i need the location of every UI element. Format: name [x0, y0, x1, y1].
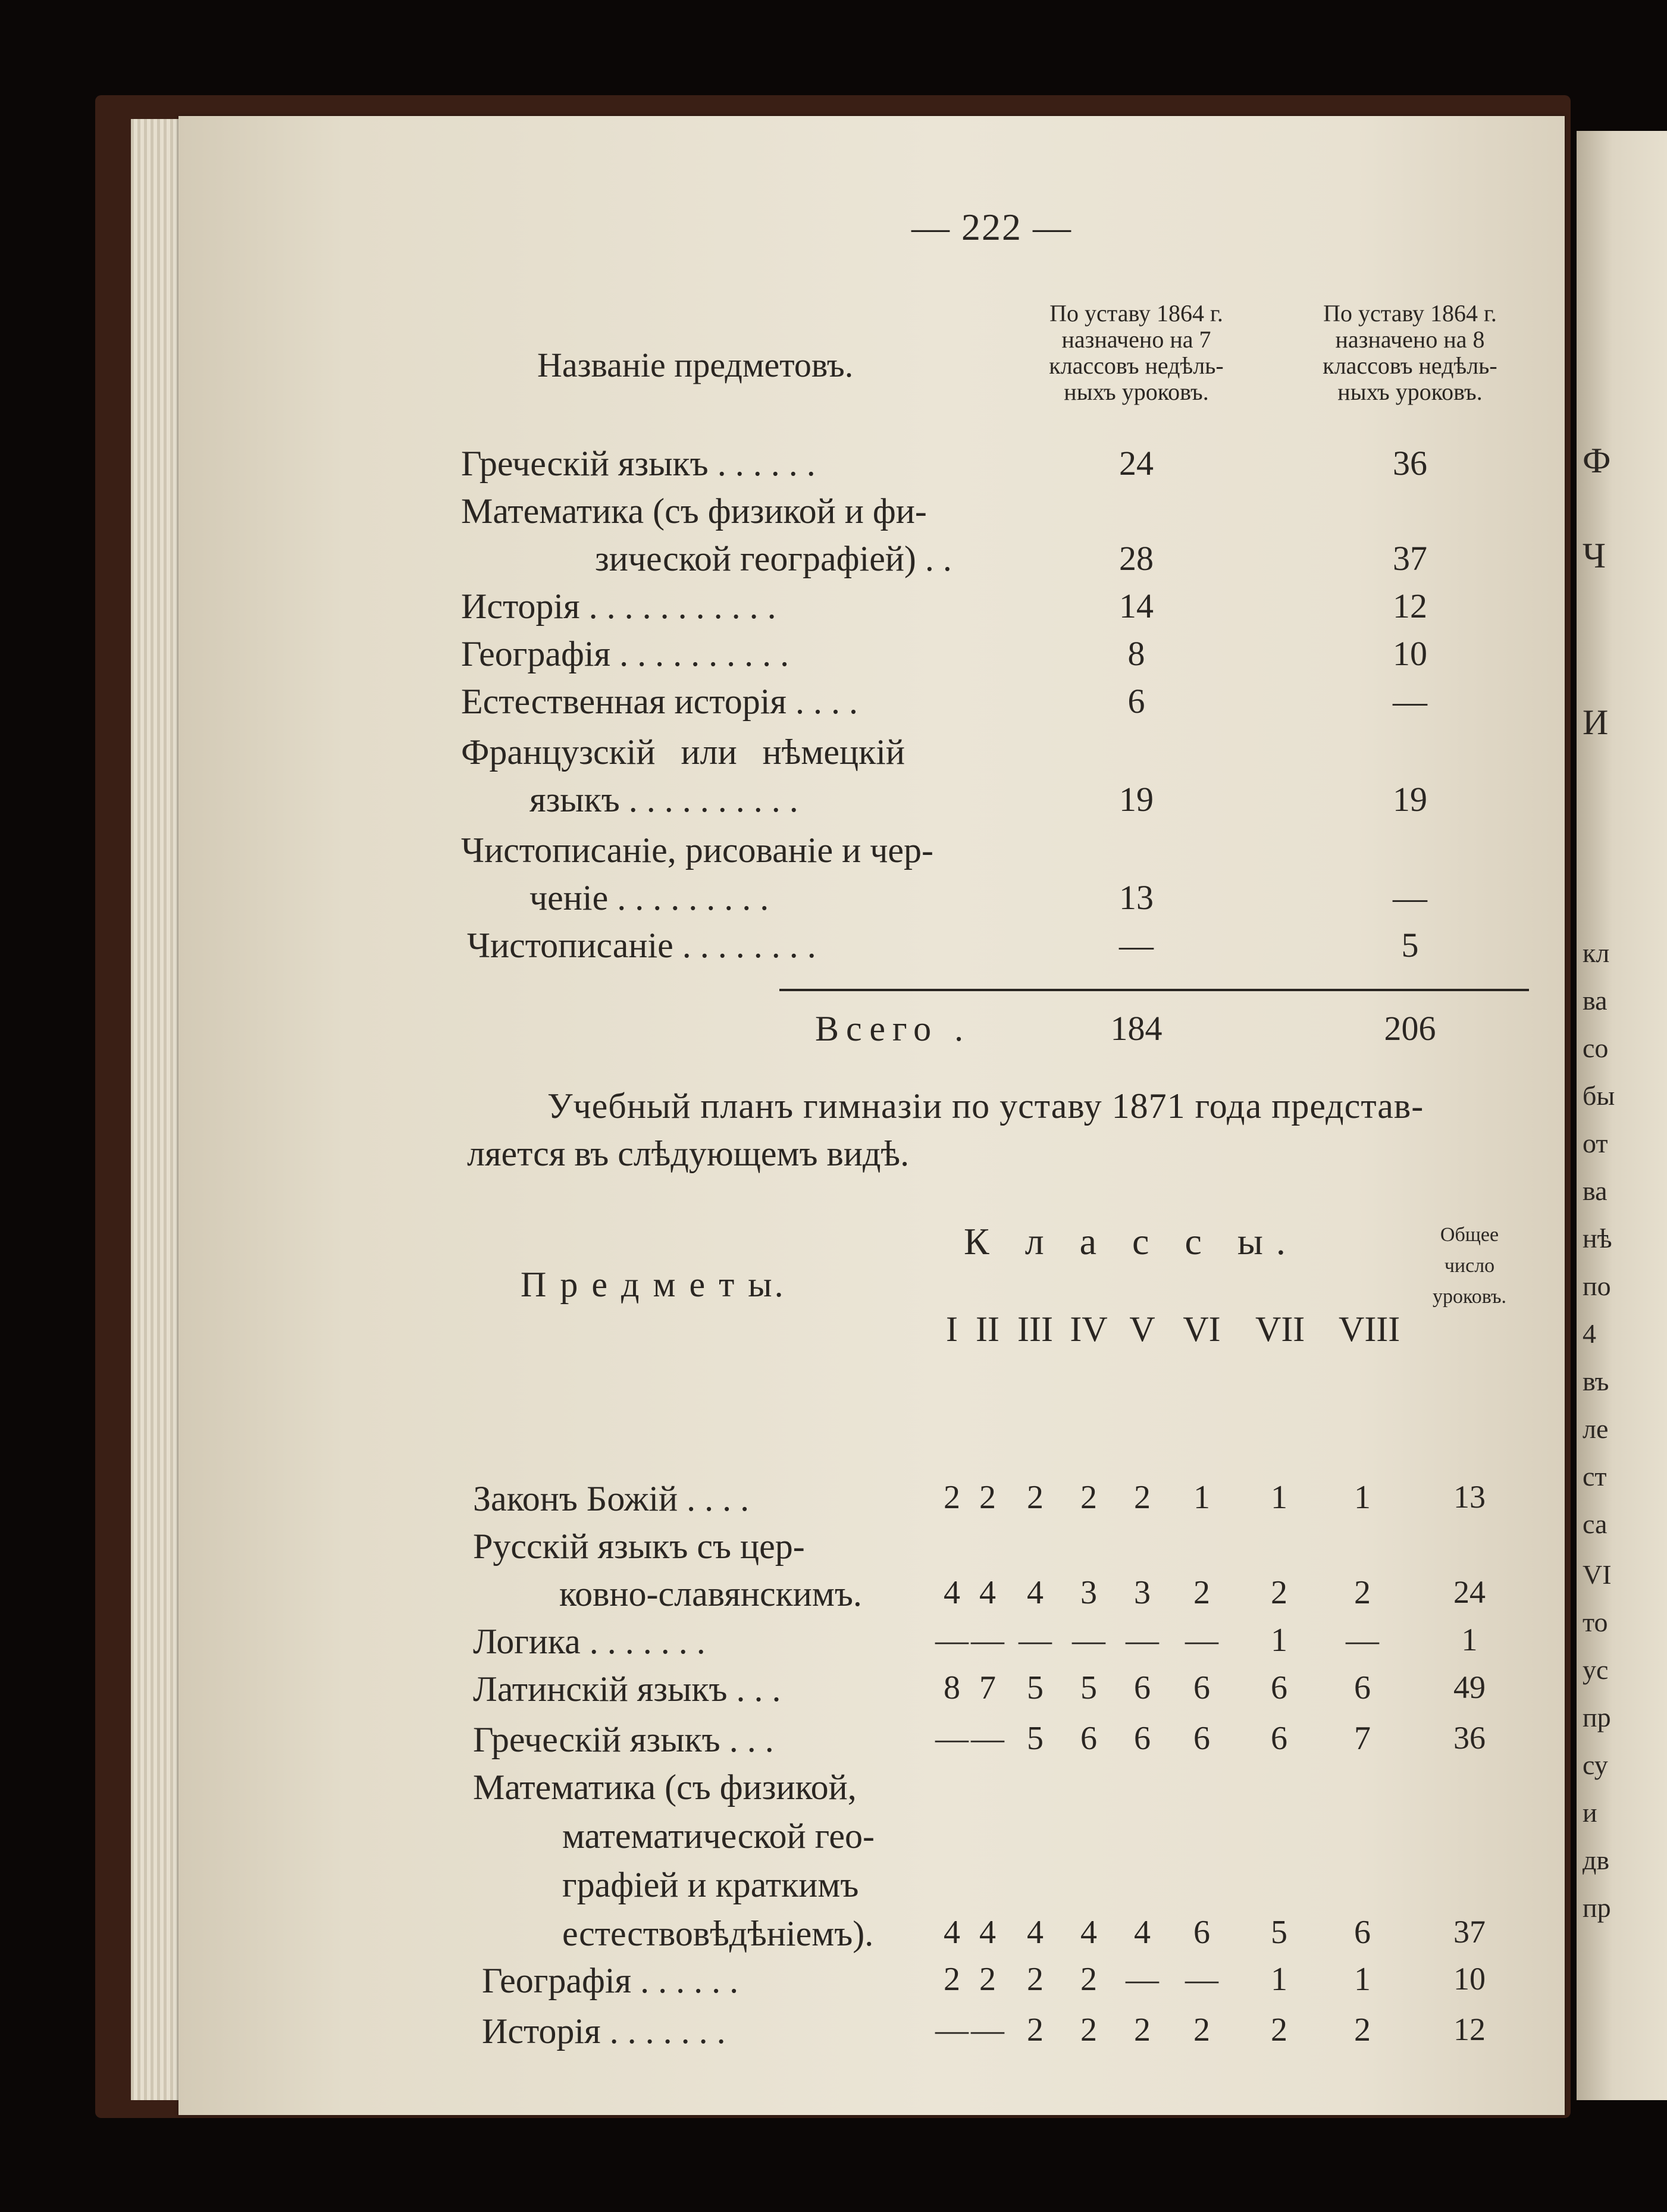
table2-cell: 2 [1193, 1574, 1210, 1611]
table2-row-label: Законъ Божій . . . . [473, 1479, 750, 1518]
table1-value: — [1393, 878, 1427, 917]
table2-cell: 6 [1193, 1669, 1210, 1706]
table2-cell: 2 [944, 1479, 960, 1516]
next-page-fragment: то [1583, 1607, 1608, 1637]
next-page-fragment: И [1583, 703, 1609, 742]
table2-cell: — [1072, 1622, 1105, 1659]
next-page-fragment: ле [1583, 1414, 1609, 1444]
table2-cell: 4 [944, 1574, 960, 1611]
table2-cell: — [1019, 1622, 1052, 1659]
table2-cell: — [1126, 1961, 1159, 1998]
table1-value: 6 [1127, 682, 1145, 720]
next-page-edge [1577, 131, 1667, 2100]
table2-cell: 1 [1354, 1479, 1371, 1516]
table2-cell: 2 [1027, 1961, 1044, 1998]
table1-rule [779, 989, 1529, 991]
table1-row-label: Чистописаніе, рисованіе и чер- [461, 831, 934, 870]
table2-cell: 1 [1271, 1961, 1287, 1998]
class-label: V [1129, 1309, 1155, 1349]
table2-cell: — [971, 1622, 1004, 1659]
next-page-fragment: пр [1583, 1893, 1611, 1923]
table1-value: 8 [1127, 634, 1145, 673]
table1-row-label: Естественная исторія . . . . [461, 682, 858, 721]
table2-cell: 1 [1193, 1479, 1210, 1516]
table2-cell: — [935, 1720, 969, 1757]
table1-value: 14 [1119, 587, 1154, 625]
table2-cell: 3 [1134, 1574, 1151, 1611]
table1-total-value: 206 [1384, 1009, 1436, 1048]
table2-total-cell: 37 [1453, 1914, 1486, 1950]
class-label: III [1017, 1309, 1053, 1349]
table2-cell: 2 [1271, 2012, 1287, 2048]
table2-row-label: Греческій языкъ . . . [473, 1720, 774, 1759]
next-page-fragment: 4 [1583, 1318, 1596, 1349]
table1-value: 19 [1119, 780, 1154, 819]
table2-row-label: ковно-славянскимъ. [559, 1574, 862, 1613]
class-label: VII [1255, 1309, 1305, 1349]
table2-total-cell: 49 [1453, 1669, 1486, 1705]
table2-row-label: Латинскій языкъ . . . [473, 1669, 781, 1709]
paragraph-line: ляется въ слѣдующемъ видѣ. [467, 1134, 910, 1173]
table2-cell: 7 [1354, 1720, 1371, 1757]
next-page-fragment: VI [1583, 1559, 1612, 1590]
table2-cell: 6 [1271, 1720, 1287, 1757]
table1-value: 12 [1393, 587, 1427, 625]
table2-cell: 1 [1271, 1479, 1287, 1516]
class-label: VIII [1339, 1309, 1400, 1349]
page-number: — 222 — [911, 206, 1072, 248]
table2-total-cell: 13 [1453, 1479, 1486, 1515]
table1-value: 24 [1119, 444, 1154, 482]
table2-cell: — [935, 2012, 969, 2048]
table2-cell: 2 [1134, 2012, 1151, 2048]
table2-subject-header: П р е д м е т ы. [521, 1265, 786, 1304]
table2-cell: 2 [944, 1961, 960, 1998]
table1-row-label: Исторія . . . . . . . . . . . [461, 587, 776, 626]
next-page-fragment: пр [1583, 1702, 1611, 1732]
table2-cell: — [1346, 1622, 1379, 1659]
table2-cell: 2 [1027, 1479, 1044, 1516]
class-label: I [946, 1309, 958, 1349]
table2-row-label: графіей и краткимъ [562, 1865, 859, 1904]
table1-value: 19 [1393, 780, 1427, 819]
table1-subject-header: Названіе предметовъ. [537, 346, 854, 384]
next-page-fragment: по [1583, 1271, 1611, 1301]
next-page-fragment: су [1583, 1750, 1608, 1780]
book-page [178, 116, 1565, 2115]
table1-col1-header: По уставу 1864 г. назначено на 7 классовъ недѣль- ныхъ уроковъ. [1049, 300, 1224, 405]
table2-cell: 2 [1080, 1961, 1097, 1998]
table2-cell: 2 [979, 1961, 996, 1998]
next-page-fragment: ст [1583, 1461, 1607, 1492]
table2-cell: 6 [1193, 1720, 1210, 1757]
table2-total-cell: 1 [1461, 1622, 1478, 1658]
table2-cell: 4 [1134, 1914, 1151, 1951]
class-label: IV [1070, 1309, 1108, 1349]
table2-cell: 2 [979, 1479, 996, 1516]
class-label: VI [1183, 1309, 1221, 1349]
paragraph-line: Учебный планъ гимназіи по уставу 1871 года представ- [547, 1086, 1424, 1126]
table2-row-label: Исторія . . . . . . . [482, 2012, 726, 2051]
table1-row-label: Греческій языкъ . . . . . . [461, 444, 816, 483]
table1-row-label: зической географіей) . . [595, 539, 952, 578]
table2-cell: 2 [1271, 1574, 1287, 1611]
next-page-fragment: со [1583, 1033, 1609, 1063]
table2-cell: 5 [1271, 1914, 1287, 1951]
table1-value: 10 [1393, 634, 1427, 673]
table2-cell: 2 [1080, 1479, 1097, 1516]
table2-cell: 6 [1193, 1914, 1210, 1951]
table2-cell: 5 [1027, 1669, 1044, 1706]
table1-row-label: языкъ . . . . . . . . . . [529, 780, 798, 819]
table2-row-label: естествовѣдѣніемъ). [562, 1914, 874, 1953]
table2-cell: 2 [1080, 2012, 1097, 2048]
table1-row-label: Французскій или нѣмецкій [461, 732, 905, 772]
table1-row-label: Чистописаніе . . . . . . . . [467, 926, 816, 965]
table2-cell: 4 [944, 1914, 960, 1951]
table1-row-label: Математика (съ физикой и фи- [461, 491, 927, 531]
table2-total-cell: 10 [1453, 1961, 1486, 1997]
next-page-fragment: от [1583, 1128, 1608, 1158]
next-page-fragment: кл [1583, 938, 1610, 968]
table2-cell: 6 [1080, 1720, 1097, 1757]
table2-total-header: Общее число уроковъ. [1432, 1224, 1507, 1308]
table2-classes-header: К л а с с ы. [964, 1220, 1299, 1262]
table2-cell: 4 [979, 1574, 996, 1611]
table2-cell: — [1185, 1622, 1218, 1659]
table2-cell: 4 [1027, 1914, 1044, 1951]
next-page-fragment: Ч [1583, 536, 1606, 575]
table1-value: 37 [1393, 539, 1427, 578]
table2-cell: 5 [1027, 1720, 1044, 1757]
next-page-fragment: Ф [1583, 441, 1611, 480]
table1-value: — [1393, 682, 1427, 720]
table2-cell: 3 [1080, 1574, 1097, 1611]
table2-row-label: Математика (съ физикой, [473, 1768, 857, 1807]
table2-cell: — [1185, 1961, 1218, 1998]
table2-cell: 4 [1080, 1914, 1097, 1951]
table2-cell: 2 [1027, 2012, 1044, 2048]
table1-value: — [1119, 926, 1154, 964]
next-page-fragment: нѣ [1583, 1223, 1612, 1254]
table1-row-label: Географія . . . . . . . . . . [461, 634, 789, 673]
next-page-fragment: са [1583, 1509, 1608, 1539]
table2-row-label: Логика . . . . . . . [473, 1622, 706, 1661]
table2-cell: — [971, 2012, 1004, 2048]
next-page-fragment: въ [1583, 1366, 1609, 1396]
table1-row-label: ченіе . . . . . . . . . [529, 878, 769, 917]
next-page-fragment: ус [1583, 1655, 1609, 1685]
next-page-fragment: бы [1583, 1080, 1615, 1111]
table1-value: 36 [1393, 444, 1427, 482]
table2-total-cell: 36 [1453, 1720, 1486, 1756]
table2-total-cell: 24 [1453, 1574, 1486, 1610]
table1-value: 28 [1119, 539, 1154, 578]
table2-cell: — [1126, 1622, 1159, 1659]
table2-cell: 6 [1134, 1720, 1151, 1757]
table2-cell: 2 [1354, 2012, 1371, 2048]
table2-cell: 2 [1354, 1574, 1371, 1611]
table1-value: 13 [1119, 878, 1154, 917]
table2-cell: 7 [979, 1669, 996, 1706]
table2-cell: 1 [1354, 1961, 1371, 1998]
table2-cell: — [971, 1720, 1004, 1757]
table2-cell: 6 [1134, 1669, 1151, 1706]
table2-cell: 2 [1193, 2012, 1210, 2048]
table1-total-label: Всего . [815, 1009, 971, 1048]
table2-cell: 6 [1354, 1914, 1371, 1951]
table2-cell: 8 [944, 1669, 960, 1706]
table2-cell: 2 [1134, 1479, 1151, 1516]
table2-cell: 6 [1271, 1669, 1287, 1706]
table1-col2-header: По уставу 1864 г. назначено на 8 классовъ недѣль- ныхъ уроковъ. [1323, 300, 1497, 405]
table2-cell: 5 [1080, 1669, 1097, 1706]
table2-cell: 4 [1027, 1574, 1044, 1611]
table2-total-cell: 12 [1453, 2012, 1486, 2047]
class-label: II [976, 1309, 999, 1349]
table2-cell: 4 [979, 1914, 996, 1951]
next-page-fragment: ва [1583, 1176, 1608, 1206]
table2-cell: 1 [1271, 1622, 1287, 1659]
table2-row-label: математической гео- [562, 1816, 875, 1856]
next-page-fragment: ва [1583, 985, 1608, 1016]
table1-value: 5 [1401, 926, 1419, 964]
next-page-fragment: и [1583, 1797, 1597, 1828]
next-page-fragment: дв [1583, 1845, 1610, 1875]
table2-cell: 6 [1354, 1669, 1371, 1706]
table2-cell: — [935, 1622, 969, 1659]
table2-row-label: Русскій языкъ съ цер- [473, 1527, 805, 1566]
table2-row-label: Географія . . . . . . [482, 1961, 739, 2000]
table1-total-value: 184 [1110, 1009, 1162, 1048]
